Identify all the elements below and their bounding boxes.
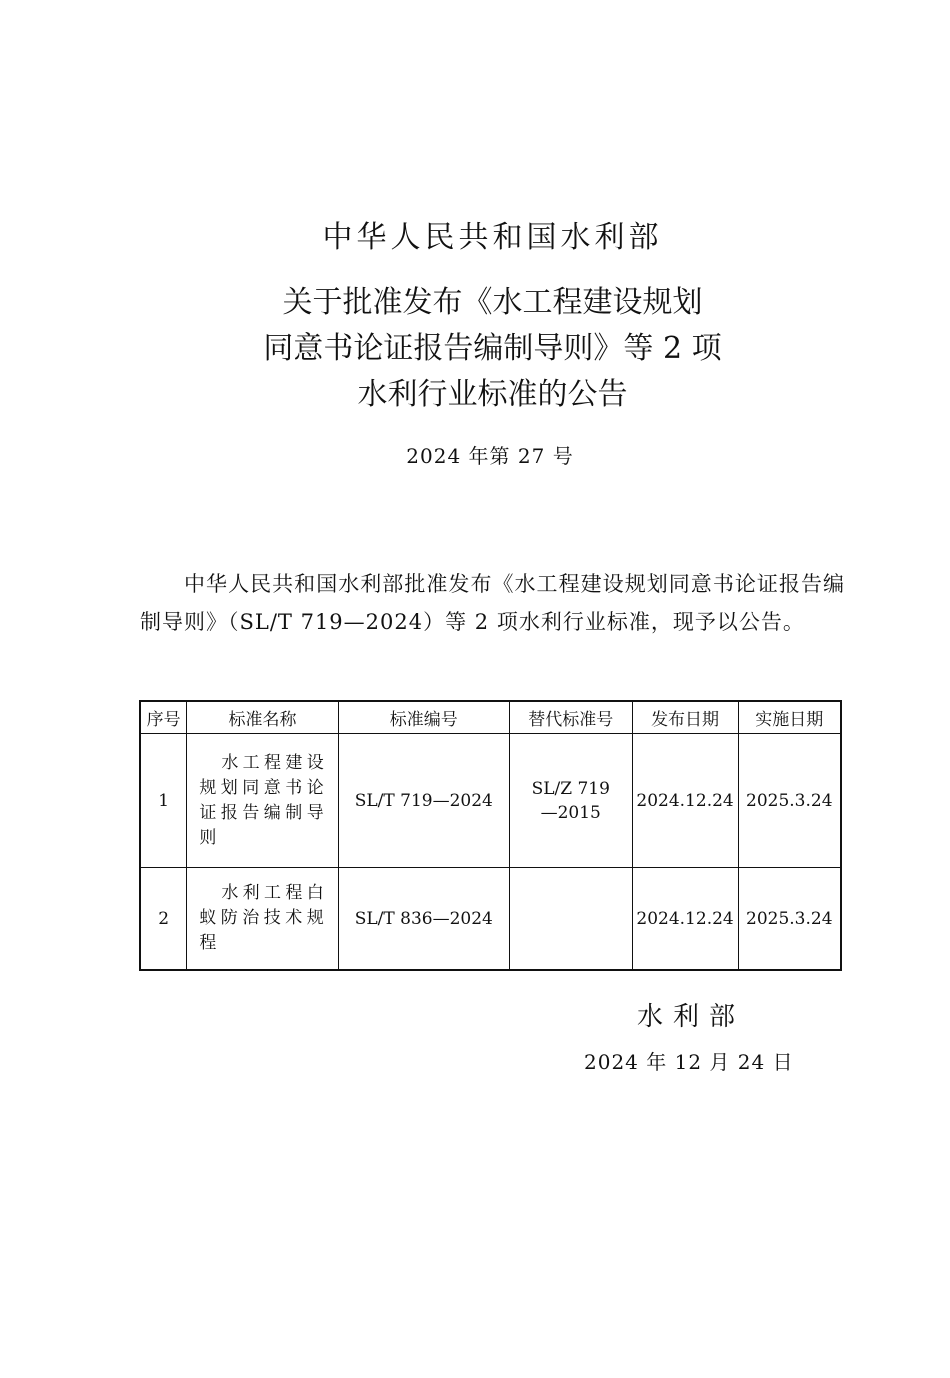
header-no: 序号 (140, 701, 187, 734)
header-effective: 实施日期 (738, 701, 841, 734)
signature-org: 水利部 (637, 1002, 746, 1032)
cell-issued: 2024.12.24 (632, 734, 738, 868)
announcement-title (0, 280, 950, 418)
cell-code: SL/T 836—2024 (338, 868, 509, 971)
header-code: 标准编号 (338, 701, 509, 734)
table-row (140, 734, 841, 868)
cell-replaces (509, 734, 632, 868)
header-name: 标准名称 (187, 701, 338, 734)
document-number: 2024 年第 27 号 (406, 444, 574, 468)
cell-no: 1 (140, 734, 187, 868)
signature-date: 2024 年 12 月 24 日 (584, 1050, 794, 1074)
cell-code: SL/T 719—2024 (338, 734, 509, 868)
table-header-row (140, 701, 841, 734)
cell-replaces (509, 868, 632, 971)
title-line-3: 水利行业标准的公告 (357, 377, 628, 412)
announcement-body: 中华人民共和国水利部批准发布《水工程建设规划同意书论证报告编制导则》（SL/T 719—2024）等 2 项水利行业标准，现予以公告。 (140, 572, 845, 634)
standards-table (139, 700, 842, 971)
title-line-2: 同意书论证报告编制导则》等 2 项 (263, 331, 722, 366)
table-row (140, 868, 841, 971)
cell-issued: 2024.12.24 (632, 868, 738, 971)
header-issued: 发布日期 (632, 701, 738, 734)
issuing-org-header: 中华人民共和国水利部 (322, 220, 663, 255)
cell-effective: 2025.3.24 (738, 734, 841, 868)
title-line-1: 关于批准发布《水工程建设规划 (282, 285, 703, 320)
cell-name: 水工程建设规划同意书论证报告编制导则 (187, 734, 338, 868)
header-replaces: 替代标准号 (509, 701, 632, 734)
cell-no: 2 (140, 868, 187, 971)
cell-name: 水利工程白蚁防治技术规程 (187, 868, 338, 971)
cell-replaces-text: SL/Z 719—2015 (531, 778, 610, 823)
cell-effective: 2025.3.24 (738, 868, 841, 971)
